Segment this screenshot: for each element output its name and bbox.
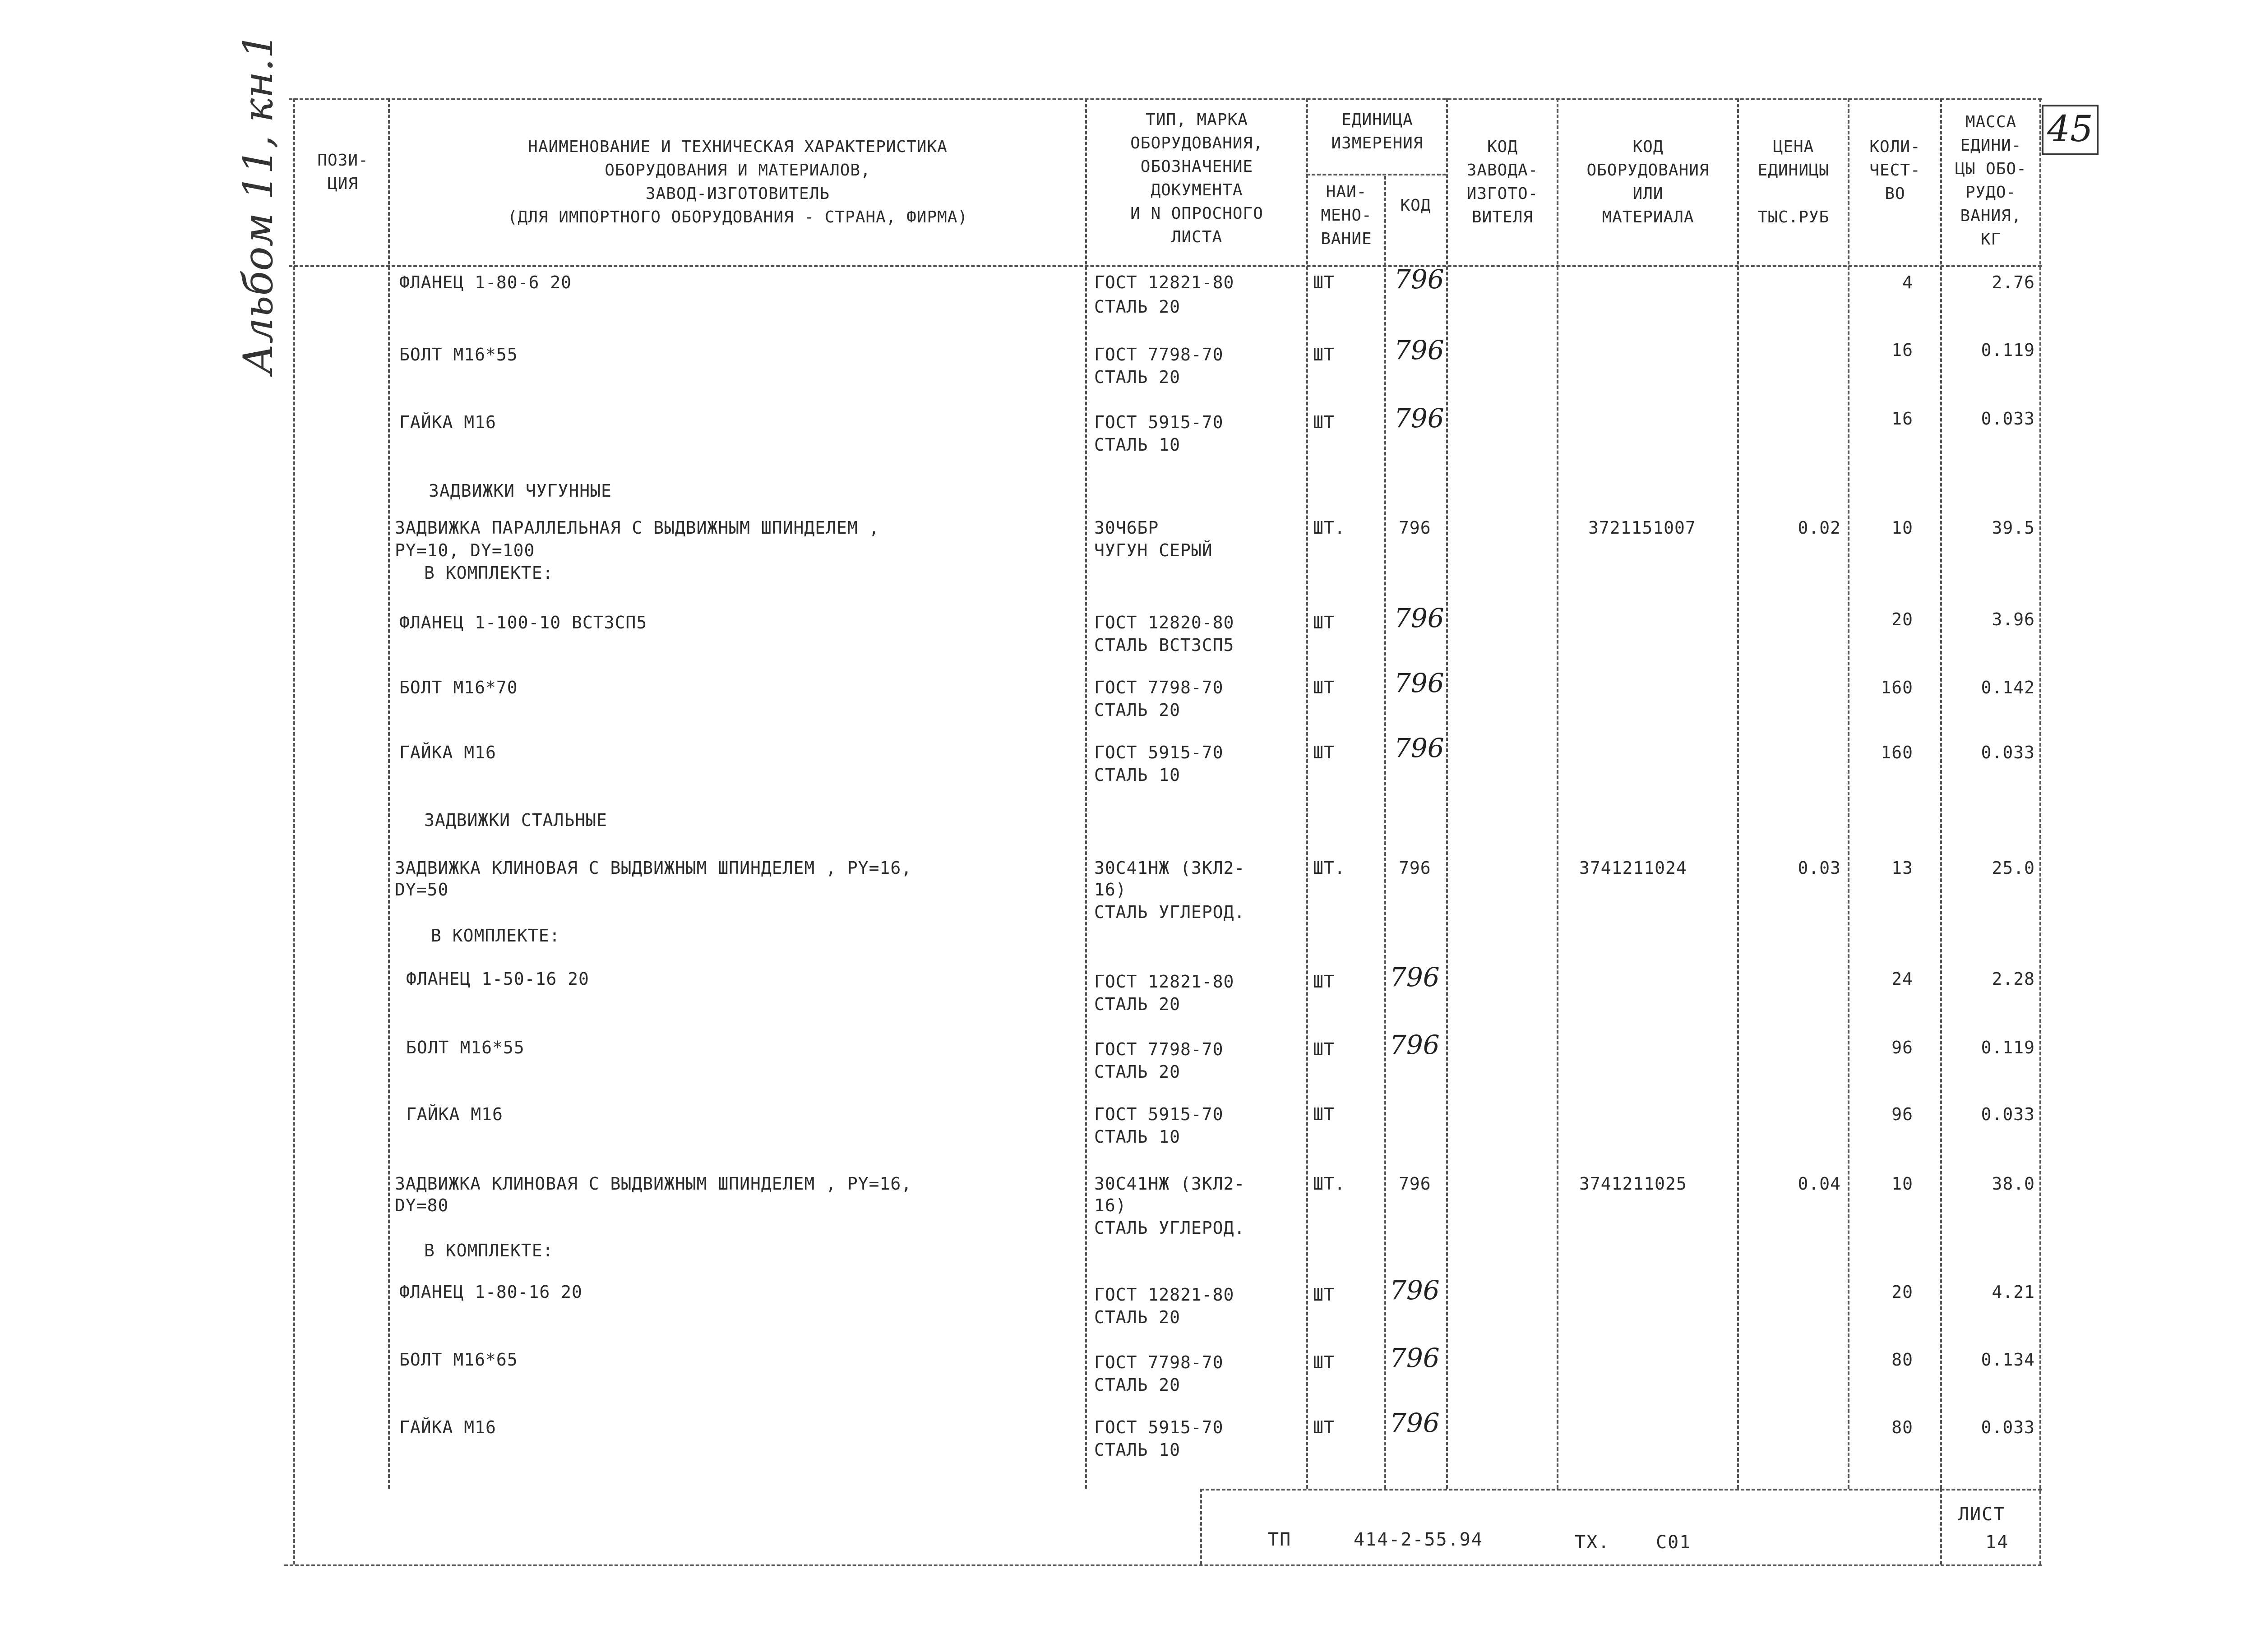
row-type: ГОСТ 5915-70: [1094, 1104, 1224, 1124]
row-unit: ШТ.: [1313, 858, 1345, 878]
row-unit: ШТ: [1313, 412, 1335, 432]
row-unit-code: 796: [1399, 518, 1431, 538]
row-mass: 4.21: [1992, 1282, 2035, 1302]
header-mass: МАССА ЕДИНИ- ЦЫ ОБО- РУДО- ВАНИЯ, КГ: [1955, 113, 2027, 249]
row-type: 30Ч6БР: [1094, 518, 1159, 538]
col-sep-unit: [1446, 98, 1448, 1489]
col-sep-pos: [388, 98, 390, 1489]
row-type-material: СТАЛЬ 20: [1094, 297, 1181, 317]
row-type-material: СТАЛЬ 20: [1094, 1062, 1181, 1082]
row-mass: 0.119: [1981, 340, 2035, 360]
row-quantity: 20: [1891, 1282, 1913, 1302]
row-quantity: 10: [1891, 1174, 1913, 1194]
row-type-material: СТАЛЬ 20: [1094, 1375, 1181, 1395]
unit-header-split: [1306, 174, 1446, 175]
row-quantity: 160: [1881, 743, 1913, 762]
col-sep-plant: [1557, 98, 1558, 1489]
row-unit-code: 796: [1394, 335, 1444, 365]
row-unit: ШТ: [1313, 1104, 1335, 1124]
row-type: ГОСТ 12821-80: [1094, 972, 1234, 992]
stamp-sheet-label: ЛИСТ: [1958, 1504, 2006, 1525]
row-type-material: СТАЛЬ 10: [1094, 435, 1181, 455]
frame-right-line: [2039, 98, 2041, 1564]
row-price: 0.04: [1798, 1174, 1841, 1194]
page-number: 45: [2042, 105, 2099, 155]
row-type: ГОСТ 12821-80: [1094, 272, 1234, 292]
row-mass: 0.033: [1981, 409, 2035, 429]
header-type: ТИП, МАРКА ОБОРУДОВАНИЯ, ОБОЗНАЧЕНИЕ ДОКУМЕНТА И N ОПРОСНОГО ЛИСТА: [1130, 111, 1263, 246]
row-quantity: 13: [1891, 858, 1913, 878]
row-quantity: 80: [1891, 1417, 1913, 1437]
row-unit-code: 796: [1394, 403, 1444, 434]
header-bottom-line: [289, 265, 2042, 267]
row-equipment-code: 3741211024: [1579, 858, 1687, 878]
row-unit: ШТ: [1313, 613, 1335, 632]
frame-top-line: [289, 98, 2042, 100]
row-quantity: 16: [1891, 409, 1913, 429]
row-mass: 0.142: [1981, 678, 2035, 697]
row-quantity: 96: [1891, 1104, 1913, 1124]
row-quantity: 24: [1891, 969, 1913, 989]
row-unit-code: 796: [1399, 858, 1431, 878]
row-unit: ШТ: [1313, 272, 1335, 292]
row-unit-code: 796: [1390, 1275, 1440, 1306]
row-quantity: 10: [1891, 518, 1913, 538]
row-type-cont: 16): [1094, 880, 1127, 900]
row-unit: ШТ: [1313, 743, 1335, 762]
row-unit-code: 796: [1394, 668, 1444, 698]
row-type: ГОСТ 7798-70: [1094, 1039, 1224, 1059]
row-type: ГОСТ 5915-70: [1094, 412, 1224, 432]
row-mass: 38.0: [1992, 1174, 2035, 1194]
row-name: БОЛТ М16*55: [399, 345, 518, 365]
row-unit: ШТ: [1313, 1039, 1335, 1059]
row-type: ГОСТ 7798-70: [1094, 1352, 1224, 1372]
row-unit: ШТ: [1313, 678, 1335, 697]
row-type: ГОСТ 5915-70: [1094, 1417, 1224, 1437]
group-heading: ЗАДВИЖКИ СТАЛЬНЫЕ: [424, 810, 607, 830]
row-quantity: 20: [1891, 609, 1913, 629]
stamp-tp-label: ТП: [1268, 1529, 1292, 1550]
row-type-material: СТАЛЬ 10: [1094, 765, 1181, 785]
header-position: ПОЗИ- ЦИЯ: [317, 151, 369, 193]
header-quantity: КОЛИ- ЧЕСТ- ВО: [1869, 138, 1921, 203]
row-equipment-code: 3721151007: [1588, 518, 1696, 538]
col-sep-equip: [1737, 98, 1739, 1489]
frame-left-line: [293, 98, 295, 1564]
row-name: ГАЙКА М16: [406, 1104, 503, 1124]
header-plant-code: КОД ЗАВОДА- ИЗГОТО- ВИТЕЛЯ: [1466, 138, 1539, 226]
row-quantity: 160: [1881, 678, 1913, 697]
set-heading: В КОМПЛЕКТЕ:: [431, 926, 560, 946]
stamp-right-sep: [1940, 1489, 1942, 1564]
header-price: ЦЕНА ЕДИНИЦЫ ТЫС.РУБ: [1757, 138, 1830, 226]
col-sep-price: [1848, 98, 1849, 1489]
row-unit: ШТ: [1313, 972, 1335, 992]
row-quantity: 4: [1902, 272, 1913, 292]
row-name: ФЛАНЕЦ 1-80-6 20: [399, 272, 572, 292]
row-unit: ШТ: [1313, 1417, 1335, 1437]
row-type: ГОСТ 12820-80: [1094, 613, 1234, 632]
row-type-material: СТАЛЬ УГЛЕРОД.: [1094, 1218, 1245, 1238]
row-unit-code: 796: [1394, 603, 1444, 633]
row-type-material: СТАЛЬ 10: [1094, 1127, 1181, 1147]
row-name: ФЛАНЕЦ 1-100-10 ВСТ3СП5: [399, 613, 647, 632]
row-unit-code: 796: [1390, 1029, 1440, 1060]
row-mass: 0.033: [1981, 1417, 2035, 1437]
row-mass: 2.76: [1992, 272, 2035, 292]
header-equipment-code: КОД ОБОРУДОВАНИЯ ИЛИ МАТЕРИАЛА: [1586, 138, 1710, 226]
row-unit-code: 796: [1394, 733, 1444, 763]
row-equipment-code: 3741211025: [1579, 1174, 1687, 1194]
row-name: ГАЙКА М16: [399, 743, 496, 762]
row-type: ГОСТ 7798-70: [1094, 345, 1224, 365]
row-unit: ШТ: [1313, 345, 1335, 365]
row-name: ЗАДВИЖКА КЛИНОВАЯ С ВЫДВИЖНЫМ ШПИНДЕЛЕМ , PY=16,: [395, 858, 912, 878]
row-unit: ШТ: [1313, 1285, 1335, 1305]
row-quantity: 16: [1891, 340, 1913, 360]
row-mass: 39.5: [1992, 518, 2035, 538]
row-unit-code: 796: [1390, 962, 1440, 992]
row-name-params: PY=10, DY=100: [395, 540, 535, 560]
row-mass: 2.28: [1992, 969, 2035, 989]
row-unit-code: 796: [1394, 264, 1444, 295]
row-name-set: В КОМПЛЕКТЕ:: [424, 1241, 554, 1260]
row-unit: ШТ.: [1313, 1174, 1345, 1194]
row-type-material: СТАЛЬ 20: [1094, 700, 1181, 720]
stamp-sheet-number: 14: [1985, 1532, 2009, 1553]
row-mass: 0.119: [1981, 1038, 2035, 1057]
row-type: ГОСТ 5915-70: [1094, 743, 1224, 762]
header-unit-code: КОД: [1400, 196, 1431, 215]
col-sep-name: [1085, 98, 1087, 1489]
row-type-material: СТАЛЬ ВСТ3СП5: [1094, 635, 1234, 655]
frame-bottom-line: [284, 1564, 2042, 1566]
row-price: 0.03: [1798, 858, 1841, 878]
row-unit: ШТ.: [1313, 518, 1345, 538]
header-unit-name: НАИ- МЕНО- ВАНИЕ: [1321, 183, 1372, 248]
row-type: ГОСТ 12821-80: [1094, 1285, 1234, 1305]
row-name-params: DY=50: [395, 880, 449, 900]
row-name: БОЛТ М16*55: [406, 1038, 525, 1057]
row-mass: 3.96: [1992, 609, 2035, 629]
row-unit-code: 796: [1390, 1407, 1440, 1438]
album-label: Альбом 11, кн.1: [235, 32, 282, 374]
row-type-material: СТАЛЬ УГЛЕРОД.: [1094, 902, 1245, 922]
row-type: 30С41НЖ (ЗКЛ2-: [1094, 1174, 1245, 1194]
col-sep-unit-inner: [1384, 176, 1386, 1489]
row-mass: 0.134: [1981, 1350, 2035, 1370]
row-type-material: ЧУГУН СЕРЫЙ: [1094, 540, 1213, 560]
stamp-top-line: [1200, 1489, 2042, 1490]
row-name: БОЛТ М16*70: [399, 678, 518, 697]
row-name-params: DY=80: [395, 1195, 449, 1215]
stamp-document-number: 414-2-55.94: [1354, 1529, 1483, 1550]
group-heading: ЗАДВИЖКИ ЧУГУННЫЕ: [429, 481, 612, 501]
row-name: БОЛТ М16*65: [399, 1350, 518, 1370]
row-type: 30С41НЖ (ЗКЛ2-: [1094, 858, 1245, 878]
row-name: ЗАДВИЖКА ПАРАЛЛЕЛЬНАЯ С ВЫДВИЖНЫМ ШПИНДЕЛЕМ ,: [395, 518, 880, 538]
header-unit: ЕДИНИЦА ИЗМЕРЕНИЯ: [1331, 111, 1424, 152]
row-type: ГОСТ 7798-70: [1094, 678, 1224, 697]
row-price: 0.02: [1798, 518, 1841, 538]
stamp-left-line: [1200, 1489, 1202, 1564]
row-unit-code: 796: [1399, 1174, 1431, 1194]
row-type-material: СТАЛЬ 20: [1094, 1307, 1181, 1327]
row-type-material: СТАЛЬ 10: [1094, 1440, 1181, 1460]
row-name: ГАЙКА М16: [399, 1417, 496, 1437]
row-unit-code: 796: [1390, 1343, 1440, 1373]
row-quantity: 96: [1891, 1038, 1913, 1057]
row-mass: 25.0: [1992, 858, 2035, 878]
col-sep-qty: [1940, 98, 1942, 1489]
col-sep-type: [1306, 98, 1308, 1489]
row-quantity: 80: [1891, 1350, 1913, 1370]
row-type-cont: 16): [1094, 1195, 1127, 1215]
stamp-section: ТХ.: [1575, 1532, 1610, 1553]
row-type-material: СТАЛЬ 20: [1094, 994, 1181, 1014]
row-name-set: В КОМПЛЕКТЕ:: [424, 563, 554, 583]
row-mass: 0.033: [1981, 1104, 2035, 1124]
row-unit: ШТ: [1313, 1352, 1335, 1372]
row-name: ГАЙКА М16: [399, 412, 496, 432]
header-name: НАИМЕНОВАНИЕ И ТЕХНИЧЕСКАЯ ХАРАКТЕРИСТИКА ОБОРУДОВАНИЯ И МАТЕРИАЛОВ, ЗАВОД-ИЗГОТОВИТЕЛЬ (ДЛЯ ИМПОРТНОГО ОБОРУДОВАНИЯ - СТРАНА, ФИРМА): [507, 138, 968, 226]
row-name: ФЛАНЕЦ 1-50-16 20: [406, 969, 589, 989]
row-type-material: СТАЛЬ 20: [1094, 367, 1181, 387]
stamp-section-code: С01: [1656, 1532, 1692, 1553]
row-name: ФЛАНЕЦ 1-80-16 20: [399, 1282, 582, 1302]
row-name: ЗАДВИЖКА КЛИНОВАЯ С ВЫДВИЖНЫМ ШПИНДЕЛЕМ , PY=16,: [395, 1174, 912, 1194]
row-mass: 0.033: [1981, 743, 2035, 762]
